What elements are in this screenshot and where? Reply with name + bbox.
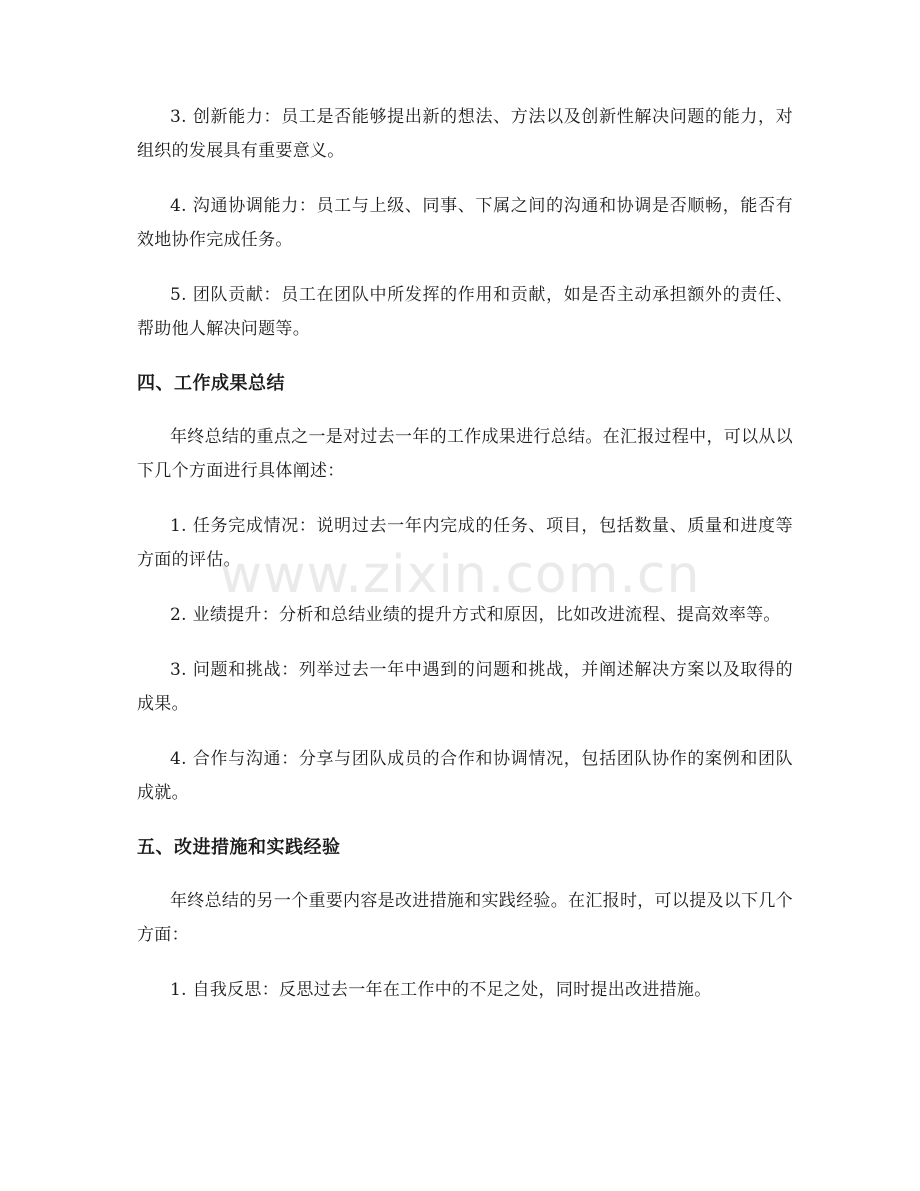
paragraph-innovation: 3. 创新能力：员工是否能够提出新的想法、方法以及创新性解决问题的能力，对组织的发展具有重要意义。	[137, 107, 793, 161]
paragraph-task-completion: 1. 任务完成情况：说明过去一年内完成的任务、项目，包括数量、质量和进度等方面的评估。	[137, 516, 793, 570]
paragraph-problems-challenges: 3. 问题和挑战：列举过去一年中遇到的问题和挑战，并阐述解决方案以及取得的成果。	[137, 660, 793, 714]
paragraph-self-reflection: 1. 自我反思：反思过去一年在工作中的不足之处，同时提出改进措施。	[170, 980, 712, 1000]
paragraph-results-intro: 年终总结的重点之一是对过去一年的工作成果进行总结。在汇报过程中，可以从以下几个方面进行具体阐述：	[137, 427, 793, 481]
watermark: www.zixin.com.cn	[219, 545, 701, 605]
paragraph-cooperation: 4. 合作与沟通：分享与团队成员的合作和协调情况，包括团队协作的案例和团队成就。	[137, 749, 793, 803]
section-heading-improvements: 五、改进措施和实践经验	[137, 837, 341, 858]
document-page	[137, 100, 793, 1028]
paragraph-performance-improvement: 2. 业绩提升：分析和总结业绩的提升方式和原因，比如改进流程、提高效率等。	[170, 605, 781, 625]
paragraph-communication: 4. 沟通协调能力：员工与上级、同事、下属之间的沟通和协调是否顺畅，能否有效地协作完成任务。	[137, 196, 793, 250]
paragraph-team-contribution: 5. 团队贡献：员工在团队中所发挥的作用和贡献，如是否主动承担额外的责任、帮助他人解决问题等。	[137, 285, 793, 339]
paragraph-improvements-intro: 年终总结的另一个重要内容是改进措施和实践经验。在汇报时，可以提及以下几个方面：	[137, 891, 793, 945]
section-heading-work-results: 四、工作成果总结	[137, 373, 285, 394]
